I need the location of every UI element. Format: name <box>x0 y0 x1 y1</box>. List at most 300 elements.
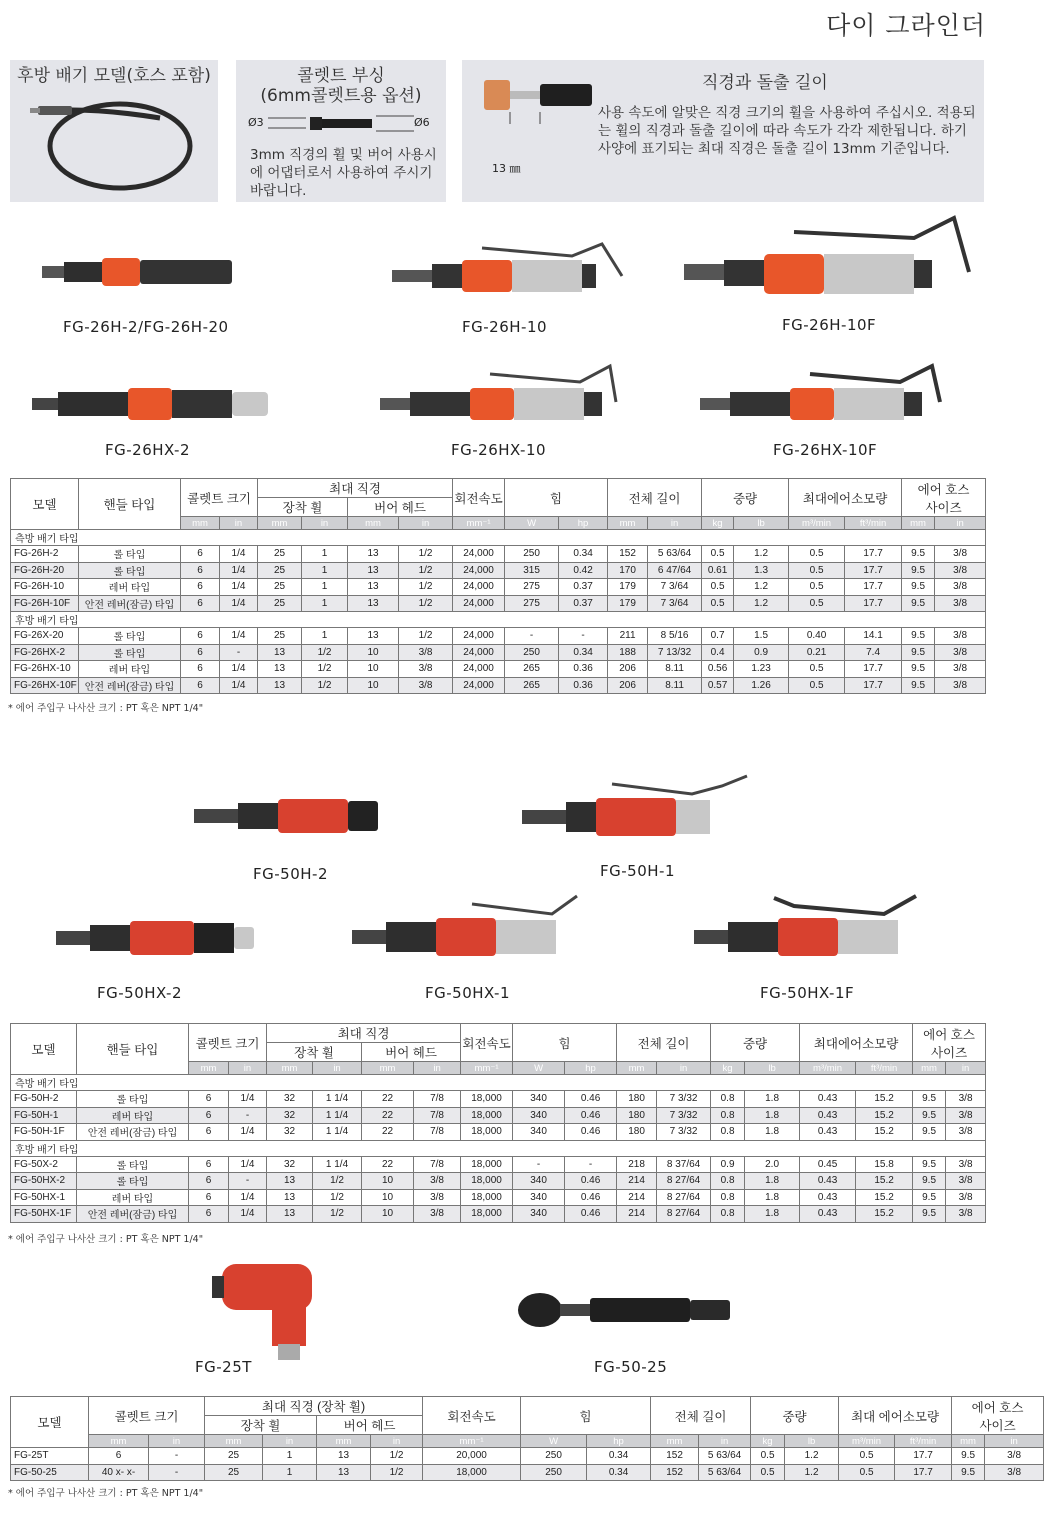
spec-cell: 6 <box>89 1448 149 1465</box>
spec-cell: 18,000 <box>461 1124 513 1141</box>
spec-cell: - <box>505 628 559 645</box>
spec-cell: 9.5 <box>913 1206 946 1223</box>
spec-cell: 9.5 <box>913 1173 946 1190</box>
bushing-image <box>266 114 416 134</box>
spec-cell: 3/8 <box>935 546 986 563</box>
model-cell: FG-26H-10 <box>11 579 79 596</box>
spec-cell: 13 <box>258 677 302 694</box>
spec-cell: 5 63/64 <box>699 1464 751 1481</box>
header-air: 최대에어소모량 <box>800 1024 913 1062</box>
header-wheel: 장착 휠 <box>205 1416 317 1435</box>
spec-cell: 9.5 <box>902 546 935 563</box>
spec-cell: 8 27/64 <box>657 1189 711 1206</box>
spec-cell: 2.0 <box>745 1156 800 1173</box>
spec-cell: 6 <box>189 1206 229 1223</box>
spec-cell: 8.11 <box>648 661 702 678</box>
spec-cell: 1 <box>263 1448 317 1465</box>
spec-cell: 32 <box>267 1156 313 1173</box>
product-label-fg26hx-10: FG-26HX-10 <box>451 441 547 459</box>
spec-cell: 25 <box>205 1464 263 1481</box>
model-cell: FG-50HX-2 <box>11 1173 77 1190</box>
spec-cell: 0.61 <box>702 562 734 579</box>
spec-cell: 180 <box>617 1091 657 1108</box>
spec-cell: 7/8 <box>414 1156 461 1173</box>
header-weight: 중량 <box>702 479 789 517</box>
spec-cell: 22 <box>362 1156 414 1173</box>
spec-cell: 250 <box>521 1448 587 1465</box>
spec-cell: 0.5 <box>751 1464 785 1481</box>
header-hose: 에어 호스 사이즈 <box>952 1397 1044 1435</box>
spec-cell: 6 <box>181 595 220 612</box>
spec-cell: 25 <box>205 1448 263 1465</box>
spec-cell: 1 <box>263 1464 317 1481</box>
spec-cell: 3/8 <box>935 595 986 612</box>
spec-cell: 17.7 <box>845 546 902 563</box>
spec-cell: - <box>220 644 258 661</box>
spec-cell: 18,000 <box>461 1156 513 1173</box>
spec-cell: 안전 레버(잠금) 타입 <box>77 1206 189 1223</box>
spec-cell: 17.7 <box>845 579 902 596</box>
page-title: 다이 그라인더 <box>826 11 986 40</box>
spec-cell: 1.8 <box>745 1206 800 1223</box>
header-max-dia: 최대 직경 <box>258 479 453 498</box>
spec-cell: 1/2 <box>371 1464 423 1481</box>
spec-cell: 9.5 <box>952 1464 985 1481</box>
spec-cell: 0.57 <box>702 677 734 694</box>
header-burr: 버어 헤드 <box>348 498 453 517</box>
spec-cell: 0.5 <box>839 1448 895 1465</box>
spec-cell: 3/8 <box>935 579 986 596</box>
spec-cell: 7 3/32 <box>657 1091 711 1108</box>
spec-cell: 3/8 <box>935 661 986 678</box>
spec-cell: 5 63/64 <box>648 546 702 563</box>
model-cell: FG-50X-2 <box>11 1156 77 1173</box>
spec-cell: 15.2 <box>856 1173 913 1190</box>
spec-cell: 0.56 <box>702 661 734 678</box>
group-label: 후방 배기 타입 <box>11 1140 986 1156</box>
spec-cell: 180 <box>617 1124 657 1141</box>
table-row <box>11 1107 986 1124</box>
table3-note: * 에어 주입구 나사산 크기 : PT 혹은 NPT 1/4" <box>8 1488 204 1499</box>
spec-cell: 6 <box>181 628 220 645</box>
product-label-fg26h-2: FG-26H-2/FG-26H-20 <box>63 318 229 336</box>
spec-cell: 1/2 <box>399 579 453 596</box>
header-speed: 회전속도 <box>423 1397 521 1435</box>
spec-cell: 7 3/64 <box>648 595 702 612</box>
spec-cell: 7/8 <box>414 1107 461 1124</box>
collet-bushing-box <box>236 60 446 202</box>
spec-cell: 25 <box>258 579 302 596</box>
spec-cell: 13 <box>317 1448 371 1465</box>
spec-cell: - <box>229 1173 267 1190</box>
header-wheel: 장착 휠 <box>258 498 348 517</box>
table-row <box>11 562 986 579</box>
spec-cell: 265 <box>505 677 559 694</box>
model-cell: FG-26X-20 <box>11 628 79 645</box>
spec-cell: 9.5 <box>913 1124 946 1141</box>
spec-cell: 0.5 <box>751 1448 785 1465</box>
spec-cell: - <box>149 1448 205 1465</box>
header-hose: 에어 호스 사이즈 <box>913 1024 986 1062</box>
spec-cell: 0.8 <box>711 1091 745 1108</box>
spec-cell: 206 <box>608 661 648 678</box>
spec-cell: 9.5 <box>902 644 935 661</box>
spec-cell: 17.7 <box>845 562 902 579</box>
diameter-text: 사용 속도에 알맞은 직경 크기의 휠을 사용하여 주십시오. 적용되는 휠의 직경과 돌출 길이에 따라 속도가 각각 제한됩니다. 하기 사양에 표기되는 최대 직경은 돌출 길이 13mm 기준입니다. <box>598 105 976 157</box>
spec-cell: 9.5 <box>913 1156 946 1173</box>
spec-cell: 3/8 <box>935 644 986 661</box>
spec-cell: 18,000 <box>461 1107 513 1124</box>
spec-cell: 10 <box>348 677 399 694</box>
spec-cell: 1/4 <box>220 595 258 612</box>
spec-cell: 17.7 <box>895 1448 952 1465</box>
spec-cell: 25 <box>258 595 302 612</box>
model-cell: FG-26H-2 <box>11 546 79 563</box>
spec-cell: 3/8 <box>946 1107 986 1124</box>
spec-cell: 레버 타입 <box>79 661 181 678</box>
spec-cell: 0.34 <box>587 1448 651 1465</box>
spec-cell: 8 27/64 <box>657 1206 711 1223</box>
spec-cell: 22 <box>362 1091 414 1108</box>
spec-cell: 0.5 <box>789 595 845 612</box>
spec-cell: 32 <box>267 1091 313 1108</box>
spec-cell: 롤 타입 <box>79 628 181 645</box>
spec-cell: 25 <box>258 628 302 645</box>
tool-image-fg50h-2 <box>194 791 384 841</box>
spec-cell: 9.5 <box>913 1091 946 1108</box>
spec-cell: 1.8 <box>745 1173 800 1190</box>
dim-right-label: Ø6 <box>414 116 430 129</box>
group-label: 후방 배기 타입 <box>11 612 986 628</box>
spec-cell: 0.46 <box>565 1124 617 1141</box>
spec-cell: 17.7 <box>845 661 902 678</box>
spec-cell: 10 <box>362 1189 414 1206</box>
spec-cell: 340 <box>513 1173 565 1190</box>
spec-cell: 6 <box>189 1173 229 1190</box>
spec-cell: 15.2 <box>856 1124 913 1141</box>
spec-cell: 1.26 <box>734 677 789 694</box>
spec-cell: 9.5 <box>902 677 935 694</box>
header-weight: 중량 <box>711 1024 800 1062</box>
spec-cell: 170 <box>608 562 648 579</box>
spec-cell: 24,000 <box>453 579 505 596</box>
spec-cell: 211 <box>608 628 648 645</box>
spec-cell: 6 <box>181 579 220 596</box>
spec-cell: 6 <box>189 1156 229 1173</box>
spec-cell: 6 <box>181 562 220 579</box>
spec-cell: - <box>149 1464 205 1481</box>
spec-cell: 롤 타입 <box>79 644 181 661</box>
spec-cell: 6 <box>189 1091 229 1108</box>
spec-cell: 250 <box>521 1464 587 1481</box>
spec-cell: 3/8 <box>399 661 453 678</box>
tool-image-fg26hx-10 <box>380 362 620 432</box>
spec-cell: 0.4 <box>702 644 734 661</box>
table-row <box>11 677 986 694</box>
spec-cell: 13 <box>258 661 302 678</box>
tool-image-fg50hx-1f <box>694 892 924 962</box>
spec-cell: 1/2 <box>399 546 453 563</box>
spec-cell: 340 <box>513 1124 565 1141</box>
spec-cell: 0.5 <box>789 677 845 694</box>
spec-cell: 1/4 <box>229 1156 267 1173</box>
spec-cell: 6 <box>189 1189 229 1206</box>
hose-tool-image <box>10 88 218 198</box>
spec-cell: 340 <box>513 1107 565 1124</box>
spec-cell: 9.5 <box>902 628 935 645</box>
table-row <box>11 546 986 563</box>
spec-cell: 8 27/64 <box>657 1173 711 1190</box>
spec-cell: 180 <box>617 1107 657 1124</box>
spec-cell: 15.8 <box>856 1156 913 1173</box>
spec-cell: 275 <box>505 579 559 596</box>
model-cell: FG-26H-10F <box>11 595 79 612</box>
spec-cell: 0.21 <box>789 644 845 661</box>
spec-cell: 214 <box>617 1206 657 1223</box>
spec-cell: 1/4 <box>229 1091 267 1108</box>
spec-cell: 13 <box>267 1173 313 1190</box>
spec-cell: 24,000 <box>453 562 505 579</box>
group-label: 측방 배기 타입 <box>11 530 986 546</box>
spec-cell: 22 <box>362 1124 414 1141</box>
tool-image-fg26hx-2 <box>32 382 272 426</box>
group-row <box>11 530 986 546</box>
spec-cell: 0.5 <box>702 579 734 596</box>
spec-cell: 18,000 <box>461 1206 513 1223</box>
spec-cell: 1/4 <box>220 661 258 678</box>
spec-cell: - <box>565 1156 617 1173</box>
model-cell: FG-26HX-10 <box>11 661 79 678</box>
spec-cell: 250 <box>505 644 559 661</box>
spec-cell: 안전 레버(잠금) 타입 <box>77 1124 189 1141</box>
header-model: 모델 <box>11 1397 89 1448</box>
spec-cell: 13 <box>348 546 399 563</box>
spec-cell: 3/8 <box>946 1091 986 1108</box>
table-row <box>11 644 986 661</box>
model-cell: FG-50HX-1 <box>11 1189 77 1206</box>
spec-cell: 1 <box>302 546 348 563</box>
table-row <box>11 1091 986 1108</box>
spec-cell: 3/8 <box>946 1124 986 1141</box>
spec-cell: 24,000 <box>453 628 505 645</box>
product-label-fg26h-10: FG-26H-10 <box>462 318 548 336</box>
spec-cell: 9.5 <box>902 595 935 612</box>
product-label-fg26h-10f: FG-26H-10F <box>782 316 877 334</box>
spec-cell: 1/4 <box>229 1206 267 1223</box>
spec-cell: 1.2 <box>734 595 789 612</box>
header-weight: 중량 <box>751 1397 839 1435</box>
spec-cell: 3/8 <box>946 1206 986 1223</box>
spec-cell: 25 <box>258 546 302 563</box>
spec-cell: 0.5 <box>789 661 845 678</box>
table-row <box>11 579 986 596</box>
spec-cell: 9.5 <box>902 579 935 596</box>
spec-cell: 6 <box>189 1107 229 1124</box>
spec-cell: 340 <box>513 1206 565 1223</box>
model-cell: FG-50H-2 <box>11 1091 77 1108</box>
spec-cell: - <box>229 1107 267 1124</box>
header-speed: 회전속도 <box>461 1024 513 1062</box>
spec-cell: 6 <box>181 677 220 694</box>
spec-cell: 24,000 <box>453 595 505 612</box>
model-cell: FG-26HX-2 <box>11 644 79 661</box>
table-row <box>11 1189 986 1206</box>
spec-cell: 13 <box>258 644 302 661</box>
spec-cell: 0.5 <box>789 562 845 579</box>
spec-cell: 7 13/32 <box>648 644 702 661</box>
spec-cell: 3/8 <box>399 677 453 694</box>
diameter-title: 직경과 돌출 길이 <box>702 73 828 93</box>
spec-cell: 15.2 <box>856 1206 913 1223</box>
spec-cell: 1 1/4 <box>313 1124 362 1141</box>
spec-cell: 0.9 <box>711 1156 745 1173</box>
spec-cell: 0.8 <box>711 1124 745 1141</box>
spec-cell: 13 <box>317 1464 371 1481</box>
tool-image-fg26h-10f <box>684 212 974 302</box>
table2-note: * 에어 주입구 나사산 크기 : PT 혹은 NPT 1/4" <box>8 1234 204 1245</box>
spec-cell: 18,000 <box>461 1091 513 1108</box>
spec-cell: 1/4 <box>229 1124 267 1141</box>
spec-cell: 1 1/4 <box>313 1156 362 1173</box>
group-row <box>11 1140 986 1156</box>
spec-cell: 9.5 <box>913 1189 946 1206</box>
spec-cell: 0.8 <box>711 1206 745 1223</box>
spec-cell: 1/2 <box>313 1173 362 1190</box>
header-collet: 콜렛트 크기 <box>181 479 258 517</box>
product-label-fg50h-2: FG-50H-2 <box>253 865 328 883</box>
spec-cell: 1/4 <box>220 677 258 694</box>
spec-cell: 7 3/64 <box>648 579 702 596</box>
spec-cell: 0.46 <box>565 1107 617 1124</box>
spec-cell: 1.8 <box>745 1107 800 1124</box>
header-model: 모델 <box>11 479 79 530</box>
spec-cell: 1/4 <box>229 1189 267 1206</box>
spec-cell: 1/4 <box>220 562 258 579</box>
spec-cell: 3/8 <box>935 562 986 579</box>
spec-cell: 0.43 <box>800 1206 856 1223</box>
spec-cell: 7/8 <box>414 1124 461 1141</box>
header-handle: 핸들 타입 <box>79 479 181 530</box>
header-speed: 회전속도 <box>453 479 505 517</box>
spec-cell: 0.45 <box>800 1156 856 1173</box>
spec-cell: 0.8 <box>711 1173 745 1190</box>
model-cell: FG-26H-20 <box>11 562 79 579</box>
spec-cell: 32 <box>267 1124 313 1141</box>
model-cell: FG-50H-1 <box>11 1107 77 1124</box>
group-row <box>11 1075 986 1091</box>
tool-image-fg25t <box>212 1256 322 1366</box>
product-label-fg50-25: FG-50-25 <box>594 1358 668 1376</box>
spec-cell: 24,000 <box>453 546 505 563</box>
spec-cell: 152 <box>651 1464 699 1481</box>
spec-cell: 3/8 <box>935 677 986 694</box>
tool-image-fg50hx-2 <box>56 913 256 963</box>
spec-cell: 9.5 <box>902 661 935 678</box>
header-length: 전체 길이 <box>617 1024 711 1062</box>
group-label: 측방 배기 타입 <box>11 1075 986 1091</box>
tool-image-fg26hx-10f <box>700 362 950 432</box>
spec-cell: 1/4 <box>220 546 258 563</box>
spec-cell: 7 3/32 <box>657 1107 711 1124</box>
spec-cell: 0.46 <box>565 1189 617 1206</box>
model-cell: FG-50HX-1F <box>11 1206 77 1223</box>
collet-bushing-title-2: (6mm콜렛트용 옵션) <box>260 86 422 106</box>
spec-cell: 275 <box>505 595 559 612</box>
model-cell: FG-26HX-10F <box>11 677 79 694</box>
header-power: 힘 <box>505 479 608 517</box>
spec-cell: 1/2 <box>302 661 348 678</box>
spec-cell: 0.46 <box>565 1091 617 1108</box>
spec-cell: 24,000 <box>453 644 505 661</box>
spec-cell: 18,000 <box>423 1464 521 1481</box>
dim-left-label: Ø3 <box>248 116 264 129</box>
group-row <box>11 612 986 628</box>
spec-cell: 1 <box>302 628 348 645</box>
spec-cell: 152 <box>608 546 648 563</box>
spec-cell: 롤 타입 <box>77 1091 189 1108</box>
spec-cell: 1 <box>302 562 348 579</box>
spec-cell: 0.43 <box>800 1189 856 1206</box>
model-cell: FG-25T <box>11 1448 89 1465</box>
spec-cell: 0.37 <box>559 595 608 612</box>
spec-cell: 20,000 <box>423 1448 521 1465</box>
table-row <box>11 1124 986 1141</box>
spec-cell: 6 47/64 <box>648 562 702 579</box>
spec-cell: 8 37/64 <box>657 1156 711 1173</box>
tool-image-fg50h-1 <box>522 772 752 842</box>
spec-cell: 214 <box>617 1173 657 1190</box>
spec-cell: 13 <box>348 595 399 612</box>
table-row <box>11 628 986 645</box>
spec-cell: 3/8 <box>985 1448 1044 1465</box>
spec-cell: 롤 타입 <box>79 562 181 579</box>
table-row <box>11 1206 986 1223</box>
table-row <box>11 1464 1044 1481</box>
spec-cell: 3/8 <box>946 1189 986 1206</box>
spec-cell: 3/8 <box>935 628 986 645</box>
spec-cell: 1 <box>302 595 348 612</box>
header-power: 힘 <box>513 1024 617 1062</box>
spec-cell: 1 <box>302 579 348 596</box>
product-label-fg50h-1: FG-50H-1 <box>600 862 675 880</box>
spec-cell: 24,000 <box>453 661 505 678</box>
spec-table-fg25: 모델 콜렛트 크기 최대 직경 (장착 휠) 회전속도 힘 전체 길이 중량 최대 에어소모량 에어 호스 사이즈 장착 휠 버어 헤드 mm in mm in mm in mm⁻¹ W hp mm in kg lb m³/min ft³/min mm in FG-25T 6 - 25 1 13 1/2 20,000 250 0.34 152 5 63/64 0.5 1.2 0.5 17.7 9.5 3/8 FG-50-25 40 x- x- - 25 1 13 1/2 18,000 250 0.34 152 5 63/64 0.5 1.2 0.5 17.7 9.5 3/8 <box>10 1396 1044 1481</box>
spec-cell: 218 <box>617 1156 657 1173</box>
spec-cell: 1.8 <box>745 1189 800 1206</box>
spec-cell: 179 <box>608 595 648 612</box>
spec-cell: 0.5 <box>702 595 734 612</box>
spec-cell: 안전 레버(잠금) 타입 <box>79 595 181 612</box>
spec-cell: 0.40 <box>789 628 845 645</box>
spec-cell: 1/2 <box>371 1448 423 1465</box>
spec-cell: 0.5 <box>702 546 734 563</box>
spec-cell: 152 <box>651 1448 699 1465</box>
spec-cell: 0.43 <box>800 1091 856 1108</box>
spec-cell: 13 <box>348 628 399 645</box>
header-hose: 에어 호스 사이즈 <box>902 479 986 517</box>
spec-cell: 9.5 <box>952 1448 985 1465</box>
spec-cell: 265 <box>505 661 559 678</box>
spec-table-fg26: 모델 핸들 타입 콜렛트 크기 최대 직경 회전속도 힘 전체 길이 중량 최대에어소모량 에어 호스 사이즈 장착 휠 버어 헤드 mm in mm in mm in mm⁻¹ W hp mm in kg lb m³/min ft³/min mm in 측방 배기 타입 FG-26H-2 롤 타입 6 1/4 25 1 13 1/2 24,000 250 0.34 152 5 63/64 0.5 1.2 0.5 17.7 9.5 3/8 FG-26H-20 롤 타입 6 1/4 25 1 13 1/2 24,000 315 0.42 170 6 47/64 0.61 1.3 0.5 17.7 9.5 3/8 FG-26H-10 레버 타입 6 1/4 25 1 13 1/2 24,000 275 0.37 179 7 3/64 0.5 1.2 0.5 17.7 9.5 3/8 FG-26H-10F 안전 레버(잠금) 타입 6 1/4 25 1 13 1/2 24,000 275 0.37 179 7 3/64 0.5 1.2 0.5 17.7 9.5 3/8 후방 배기 타입 FG-26X-20 롤 타입 6 1/4 25 1 13 1/2 24,000 - - 211 8 5/16 0.7 1.5 0.40 14.1 9.5 3/8 FG-26HX-2 롤 타입 6 - 13 1/2 10 3/8 24,000 250 0.34 188 7 13/32 0.4 0.9 0.21 7.4 9.5 3/8 FG-26HX-10 레버 타입 6 1/4 13 1/2 10 3/8 24,000 265 0.36 206 8.11 0.56 1.23 0.5 17.7 9.5 3/8 FG-26HX-10F 안전 레버(잠금) 타입 6 1/4 13 1/2 10 3/8 24,000 265 0.36 206 8.11 0.57 1.26 0.5 17.7 9.5 3/8 <box>10 478 986 694</box>
spec-cell: 250 <box>505 546 559 563</box>
spec-cell: 1.3 <box>734 562 789 579</box>
tool-image-fg50-25 <box>516 1286 736 1336</box>
spec-cell: 롤 타입 <box>77 1173 189 1190</box>
spec-table-fg50: 모델 핸들 타입 콜렛트 크기 최대 직경 회전속도 힘 전체 길이 중량 최대에어소모량 에어 호스 사이즈 장착 휠 버어 헤드 mm in mm in mm in mm⁻¹ W hp mm in kg lb m³/min ft³/min mm in 측방 배기 타입 FG-50H-2 롤 타입 6 1/4 32 1 1/4 22 7/8 18,000 340 0.46 180 7 3/32 0.8 1.8 0.43 15.2 9.5 3/8 FG-50H-1 레버 타입 6 - 32 1 1/4 22 7/8 18,000 340 0.46 180 7 3/32 0.8 1.8 0.43 15.2 9.5 3/8 FG-50H-1F 안전 레버(잠금) 타입 6 1/4 32 1 1/4 22 7/8 18,000 340 0.46 180 7 3/32 0.8 1.8 0.43 15.2 9.5 3/8 후방 배기 타입 FG-50X-2 롤 타입 6 1/4 32 1 1/4 22 7/8 18,000 - - 218 8 37/64 0.9 2.0 0.45 15.8 9.5 3/8 FG-50HX-2 롤 타입 6 - 13 1/2 10 3/8 18,000 340 0.46 214 8 27/64 0.8 1.8 0.43 15.2 9.5 3/8 FG-50HX-1 레버 타입 6 1/4 13 1/2 10 3/8 18,000 340 0.46 214 8 27/64 0.8 1.8 0.43 15.2 9.5 3/8 FG-50HX-1F 안전 레버(잠금) 타입 6 1/4 13 1/2 10 3/8 18,000 340 0.46 214 8 27/64 0.8 1.8 0.43 15.2 9.5 3/8 <box>10 1023 986 1223</box>
spec-cell: 0.43 <box>800 1124 856 1141</box>
spec-cell: 15.2 <box>856 1091 913 1108</box>
spec-cell: 1/2 <box>313 1206 362 1223</box>
